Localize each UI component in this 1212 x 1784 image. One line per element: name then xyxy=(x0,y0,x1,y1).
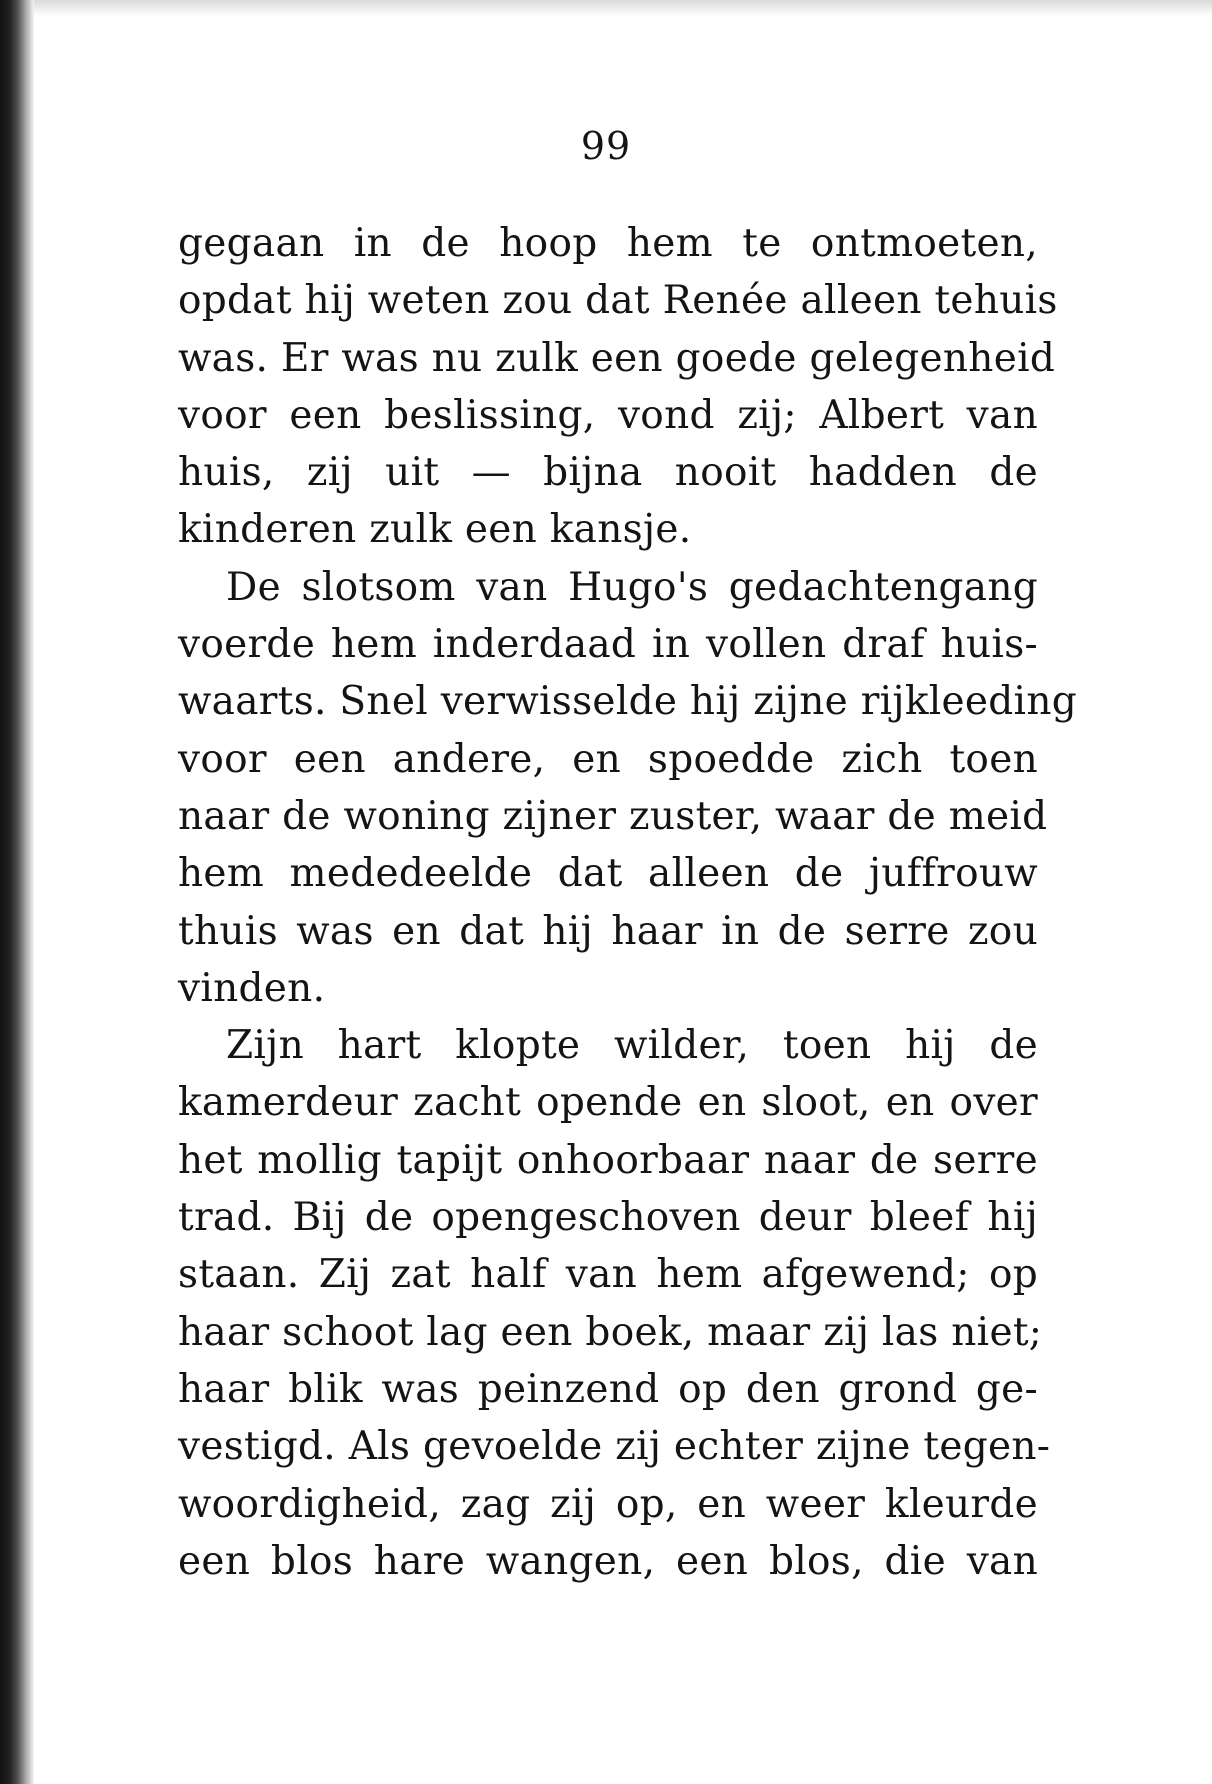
text-line: huis, zij uit — bijna nooit hadden de xyxy=(178,450,1038,496)
text-line: opdat hij weten zou dat Renée alleen tehuis xyxy=(178,278,1058,324)
text-line: kamerdeur zacht opende en sloot, en over xyxy=(178,1080,1038,1126)
body-text xyxy=(178,215,1078,1590)
text-line: trad. Bij de opengeschoven deur bleef hij xyxy=(178,1195,1038,1241)
text-line: het mollig tapijt onhoorbaar naar de serre xyxy=(178,1137,1038,1183)
text-line: voerde hem inderdaad in vollen draf huis- xyxy=(178,622,1038,668)
text-line: was. Er was nu zulk een goede gelegenheid xyxy=(178,335,1056,381)
text-line: haar blik was peinzend op den grond ge- xyxy=(178,1366,1038,1412)
text-line: woordigheid, zag zij op, en weer kleurde xyxy=(178,1481,1038,1527)
text-line: vestigd. Als gevoelde zij echter zijne tegen- xyxy=(178,1424,1051,1470)
text-line: hem mededeelde dat alleen de juffrouw xyxy=(178,851,1038,897)
text-line: kinderen zulk een kansje. xyxy=(178,507,692,553)
text-line: vinden. xyxy=(178,965,326,1011)
text-line: De slotsom van Hugo's gedachtengang xyxy=(226,564,1038,610)
text-line: waarts. Snel verwisselde hij zijne rijkleeding xyxy=(178,679,1078,725)
text-line: staan. Zij zat half van hem afgewend; op xyxy=(178,1252,1038,1298)
binding-edge xyxy=(0,0,34,1784)
scan-shadow xyxy=(34,0,1212,16)
text-line: naar de woning zijner zuster, waar de meid xyxy=(178,793,1048,839)
text-line: gegaan in de hoop hem te ontmoeten, xyxy=(178,221,1038,266)
page-number: 99 xyxy=(580,124,632,168)
text-line: Zijn hart klopte wilder, toen hij de xyxy=(226,1023,1038,1069)
text-line: voor een andere, en spoedde zich toen xyxy=(178,736,1038,782)
text-line: haar schoot lag een boek, maar zij las niet; xyxy=(178,1309,1043,1355)
text-line: een blos hare wangen, een blos, die van xyxy=(178,1538,1038,1584)
text-line: voor een beslissing, vond zij; Albert van xyxy=(178,392,1038,438)
text-line: thuis was en dat hij haar in de serre zou xyxy=(178,908,1038,954)
